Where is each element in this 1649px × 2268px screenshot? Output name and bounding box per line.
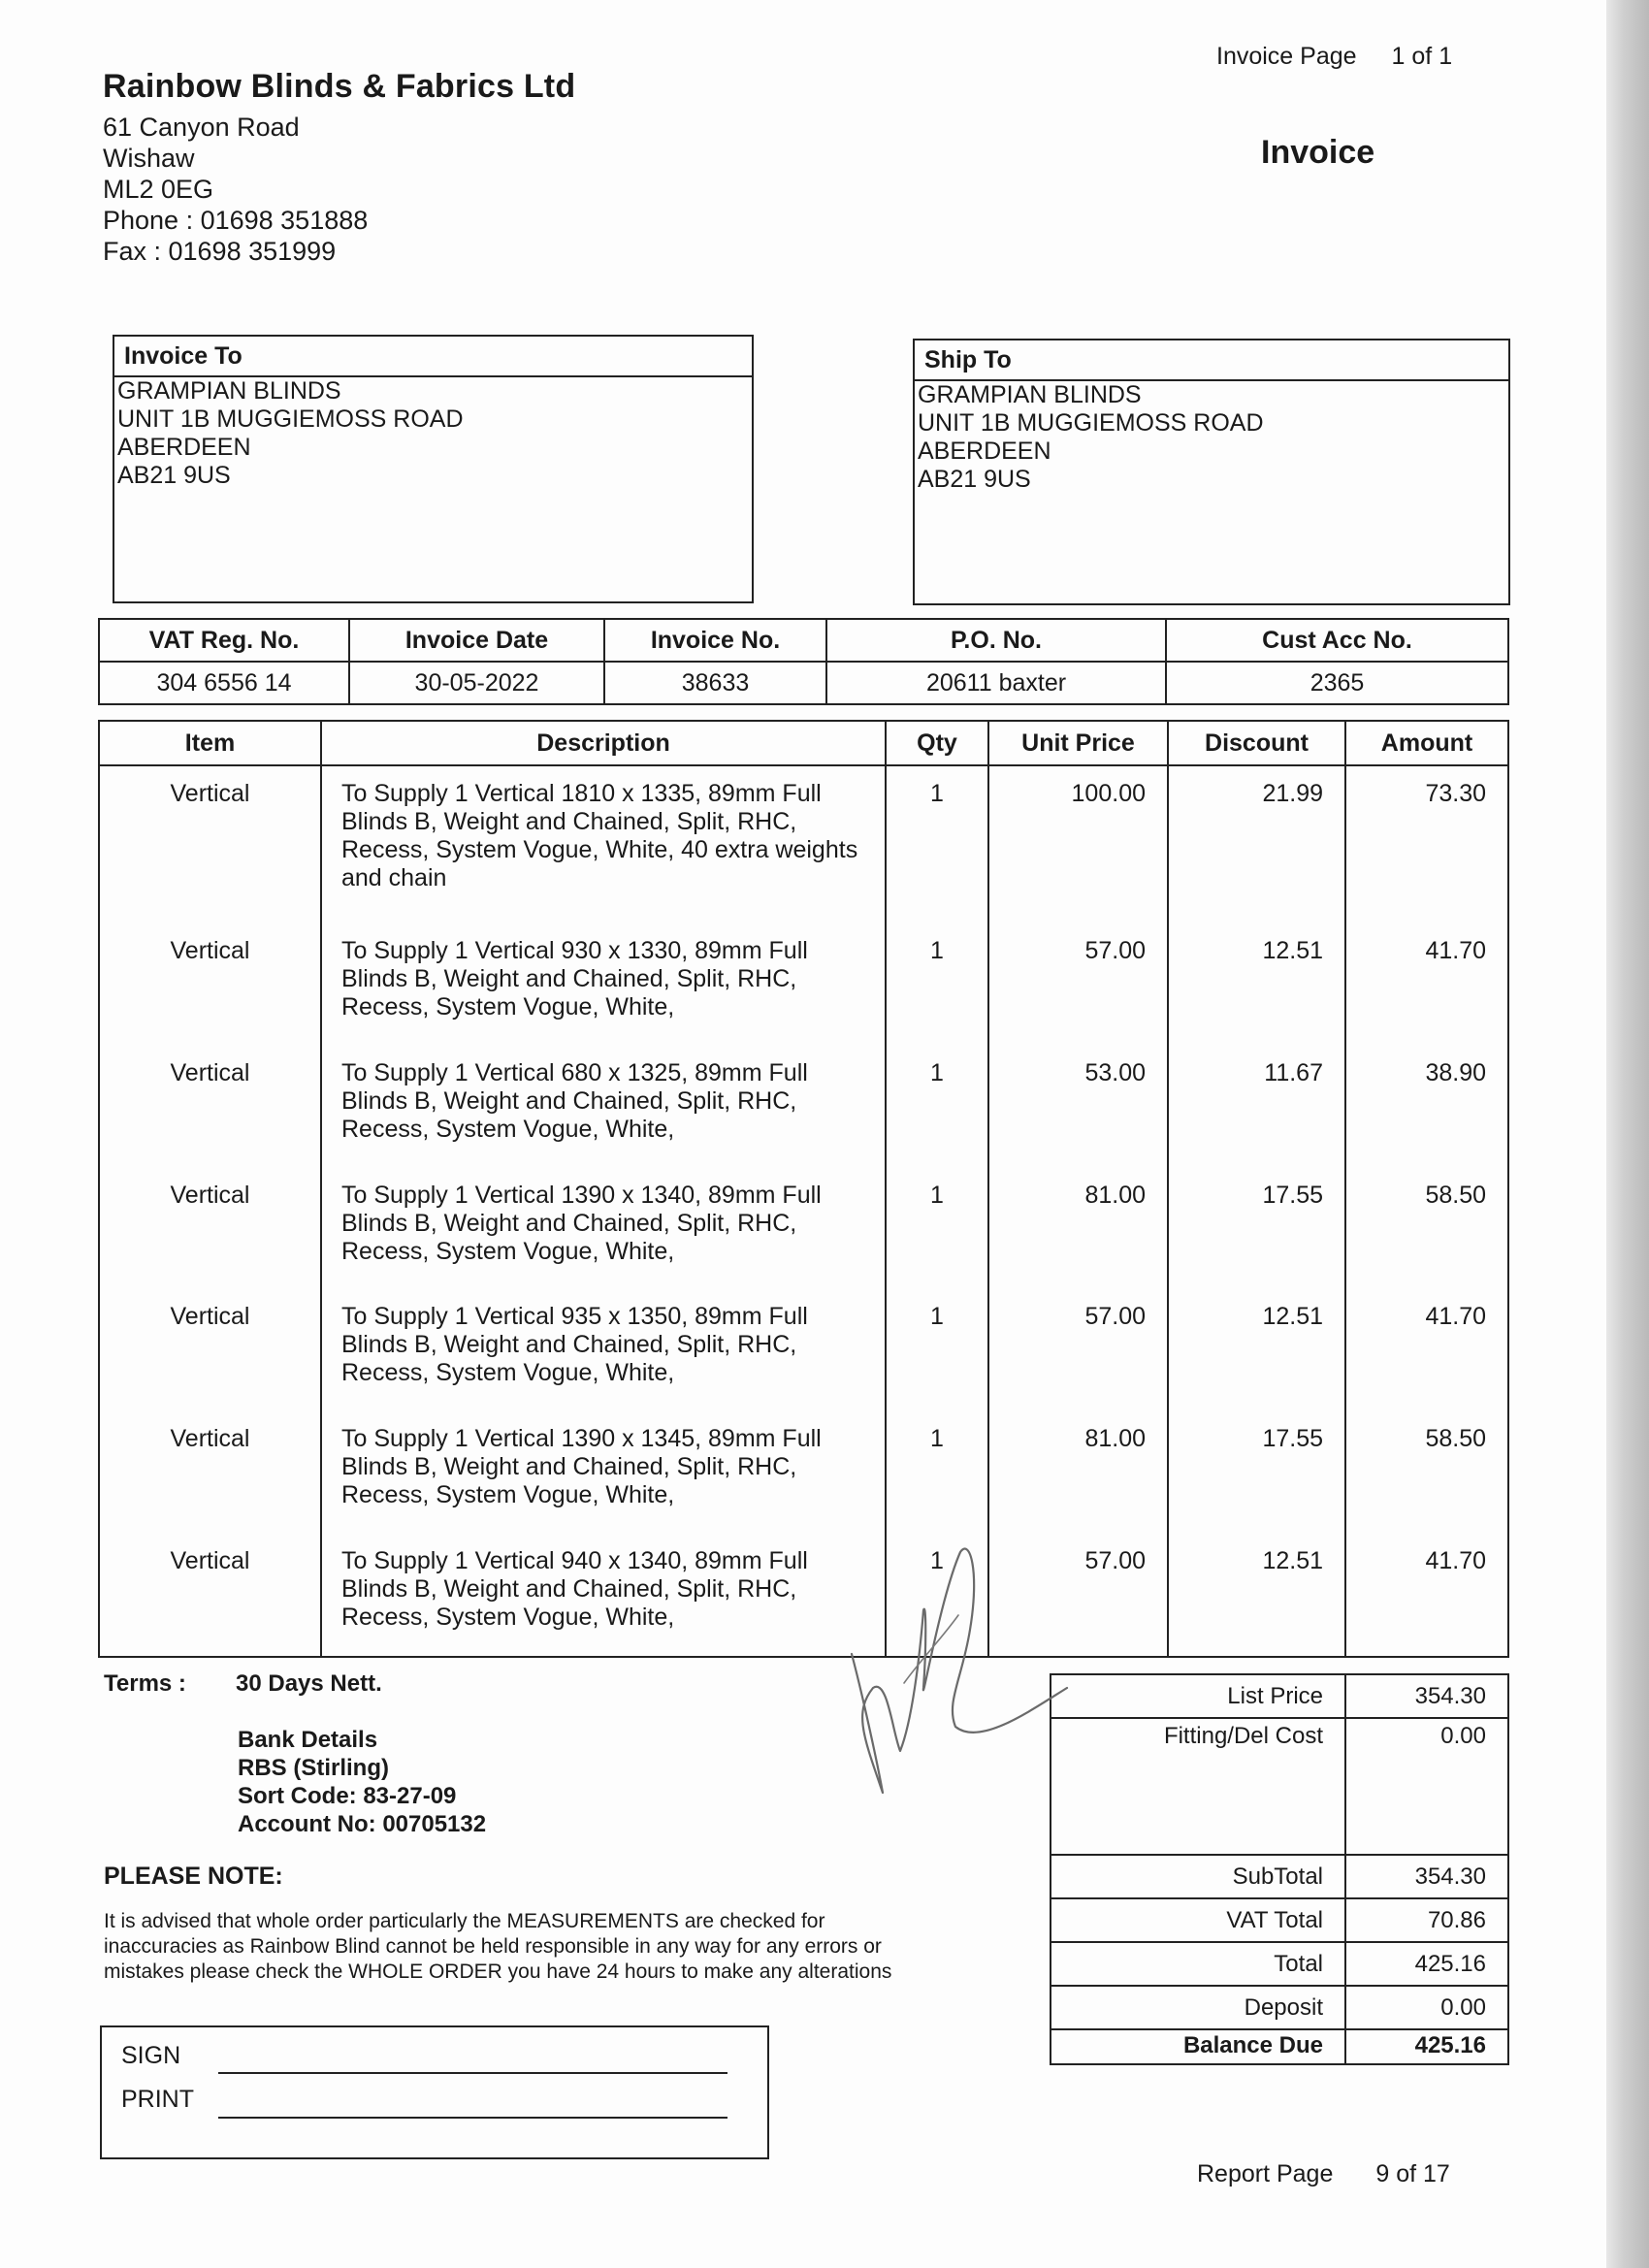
invoice-to-box xyxy=(113,335,754,603)
account-number: Account No: 00705132 xyxy=(238,1811,487,1837)
description-line: To Supply 1 Vertical 1810 x 1335, 89mm Full xyxy=(341,780,822,807)
total-row xyxy=(1051,1942,1508,1986)
discount-cell: 12.51 xyxy=(1168,1289,1345,1411)
qty-cell: 1 xyxy=(886,1046,988,1168)
discount-cell: 12.51 xyxy=(1168,923,1345,1046)
scan-edge-shadow xyxy=(1606,0,1649,2268)
vat-reg-header: VAT Reg. No. xyxy=(99,619,349,662)
item-cell: Vertical xyxy=(99,1534,321,1656)
invoice-info-table xyxy=(98,618,1509,705)
empty-cell xyxy=(99,1656,321,1657)
description-line: To Supply 1 Vertical 680 x 1325, 89mm Full xyxy=(341,1058,808,1086)
empty-cell xyxy=(1345,1656,1508,1657)
list-price-value: 354.30 xyxy=(1345,1674,1508,1718)
description-line: Blinds B, Weight and Chained, Split, RHC, xyxy=(341,1453,797,1481)
balance-due-value: 425.16 xyxy=(1345,2029,1508,2064)
discount-cell: 11.67 xyxy=(1168,1046,1345,1168)
qty-cell: 1 xyxy=(886,923,988,1046)
description-cell xyxy=(321,1289,886,1411)
list-price-label: List Price xyxy=(1051,1674,1345,1718)
company-fax: Fax : 01698 351999 xyxy=(103,237,337,266)
note-line: inaccuracies as Rainbow Blind cannot be held responsible in any way for any errors or xyxy=(104,1935,882,1958)
po-no-header: P.O. No. xyxy=(826,619,1166,662)
description-line: Blinds B, Weight and Chained, Split, RHC, xyxy=(341,965,797,993)
company-address-line: ML2 0EG xyxy=(103,175,214,204)
report-page-info xyxy=(1197,2160,1450,2188)
discount-cell: 12.51 xyxy=(1168,1534,1345,1656)
print-label: PRINT xyxy=(121,2086,194,2113)
sign-line[interactable] xyxy=(218,2072,728,2074)
subtotal-value: 354.30 xyxy=(1345,1855,1508,1898)
amount-cell: 58.50 xyxy=(1345,1168,1508,1290)
vat-value: 70.86 xyxy=(1345,1898,1508,1942)
amount-cell: 41.70 xyxy=(1345,1289,1508,1411)
description-line: Blinds B, Weight and Chained, Split, RHC, xyxy=(341,1209,797,1237)
description-line: Recess, System Vogue, White, xyxy=(341,993,675,1021)
ship-to-line: GRAMPIAN BLINDS xyxy=(918,381,1142,408)
description-line: Blinds B, Weight and Chained, Split, RHC, xyxy=(341,808,797,835)
totals-table xyxy=(1050,1673,1509,2065)
note-title: PLEASE NOTE: xyxy=(104,1863,283,1890)
description-line: Blinds B, Weight and Chained, Split, RHC, xyxy=(341,1086,797,1115)
description-line: To Supply 1 Vertical 1390 x 1345, 89mm Full xyxy=(341,1425,822,1453)
bank-details-heading: Bank Details xyxy=(238,1727,378,1753)
qty-header: Qty xyxy=(886,721,988,765)
amount-cell: 73.30 xyxy=(1345,765,1508,923)
description-cell xyxy=(321,1046,886,1168)
description-cell xyxy=(321,1411,886,1534)
unit-price-cell: 57.00 xyxy=(988,1534,1168,1656)
bank-name: RBS (Stirling) xyxy=(238,1755,389,1781)
deposit-row xyxy=(1051,1986,1508,2029)
description-line: and chain xyxy=(341,864,447,891)
invoice-page-value: 1 of 1 xyxy=(1391,43,1453,70)
subtotal-label: SubTotal xyxy=(1051,1855,1345,1898)
invoice-to-line: AB21 9US xyxy=(117,462,231,489)
unit-price-cell: 100.00 xyxy=(988,765,1168,923)
amount-cell: 41.70 xyxy=(1345,923,1508,1046)
total-label: Total xyxy=(1051,1942,1345,1986)
qty-cell: 1 xyxy=(886,1411,988,1534)
cust-acc-value: 2365 xyxy=(1166,662,1508,704)
po-no-value: 20611 baxter xyxy=(826,662,1166,704)
description-cell xyxy=(321,923,886,1046)
invoice-page-label: Invoice Page xyxy=(1216,43,1357,70)
description-line: To Supply 1 Vertical 1390 x 1340, 89mm Full xyxy=(341,1181,822,1209)
qty-cell: 1 xyxy=(886,1534,988,1656)
total-value: 425.16 xyxy=(1345,1942,1508,1986)
terms-value: 30 Days Nett. xyxy=(236,1670,382,1697)
invoice-to-line: ABERDEEN xyxy=(117,434,251,461)
balance-due-row xyxy=(1051,2029,1508,2064)
line-item-row xyxy=(99,923,1508,1046)
company-address-line: 61 Canyon Road xyxy=(103,113,300,142)
list-price-row xyxy=(1051,1674,1508,1718)
description-cell xyxy=(321,1168,886,1290)
ship-to-line: ABERDEEN xyxy=(918,437,1051,465)
ship-to-box xyxy=(913,339,1510,605)
company-address-line: Wishaw xyxy=(103,144,195,173)
amount-cell: 41.70 xyxy=(1345,1534,1508,1656)
unit-price-cell: 81.00 xyxy=(988,1168,1168,1290)
description-line: Recess, System Vogue, White, xyxy=(341,1237,675,1265)
document-title: Invoice xyxy=(1261,134,1375,171)
invoice-to-heading: Invoice To xyxy=(114,337,752,377)
discount-cell: 17.55 xyxy=(1168,1411,1345,1534)
balance-due-label: Balance Due xyxy=(1051,2029,1345,2064)
line-item-row xyxy=(99,1411,1508,1534)
invoice-no-value: 38633 xyxy=(604,662,826,704)
terms-label: Terms : xyxy=(104,1670,186,1697)
qty-cell: 1 xyxy=(886,1289,988,1411)
line-item-row xyxy=(99,1534,1508,1656)
line-item-row xyxy=(99,765,1508,923)
note-line: It is advised that whole order particularly the MEASUREMENTS are checked for xyxy=(104,1910,825,1932)
item-cell: Vertical xyxy=(99,1168,321,1290)
invoice-to-line: GRAMPIAN BLINDS xyxy=(117,377,341,405)
line-item-row xyxy=(99,1168,1508,1290)
ship-to-line: UNIT 1B MUGGIEMOSS ROAD xyxy=(918,409,1264,437)
invoice-no-header: Invoice No. xyxy=(604,619,826,662)
deposit-value: 0.00 xyxy=(1345,1986,1508,2029)
line-item-row xyxy=(99,1046,1508,1168)
description-line: Recess, System Vogue, White, xyxy=(341,1481,675,1509)
item-cell: Vertical xyxy=(99,1046,321,1168)
invoice-page-info xyxy=(1216,43,1452,71)
description-line: Recess, System Vogue, White, xyxy=(341,1603,675,1631)
description-line: To Supply 1 Vertical 940 x 1340, 89mm Full xyxy=(341,1546,808,1574)
report-page-value: 9 of 17 xyxy=(1375,2160,1450,2187)
invoice-date-header: Invoice Date xyxy=(349,619,604,662)
print-line[interactable] xyxy=(218,2117,728,2119)
amount-cell: 58.50 xyxy=(1345,1411,1508,1534)
description-line: Recess, System Vogue, White, xyxy=(341,1359,675,1387)
amount-cell: 38.90 xyxy=(1345,1046,1508,1168)
item-cell: Vertical xyxy=(99,923,321,1046)
invoice-date-value: 30-05-2022 xyxy=(349,662,604,704)
unit-price-cell: 81.00 xyxy=(988,1411,1168,1534)
description-line: Blinds B, Weight and Chained, Split, RHC, xyxy=(341,1574,797,1603)
company-phone: Phone : 01698 351888 xyxy=(103,206,369,235)
amount-header: Amount xyxy=(1345,721,1508,765)
description-line: Blinds B, Weight and Chained, Split, RHC, xyxy=(341,1331,797,1359)
unit-price-cell: 57.00 xyxy=(988,923,1168,1046)
description-line: To Supply 1 Vertical 930 x 1330, 89mm Full xyxy=(341,937,808,965)
ship-to-line: AB21 9US xyxy=(918,466,1031,493)
discount-cell: 17.55 xyxy=(1168,1168,1345,1290)
discount-header: Discount xyxy=(1168,721,1345,765)
description-cell xyxy=(321,765,886,923)
cust-acc-header: Cust Acc No. xyxy=(1166,619,1508,662)
empty-cell xyxy=(1168,1656,1345,1657)
vat-label: VAT Total xyxy=(1051,1898,1345,1942)
fitting-label: Fitting/Del Cost xyxy=(1051,1718,1345,1855)
report-page-label: Report Page xyxy=(1197,2160,1334,2187)
description-header: Description xyxy=(321,721,886,765)
vat-row xyxy=(1051,1898,1508,1942)
description-line: To Supply 1 Vertical 935 x 1350, 89mm Full xyxy=(341,1303,808,1331)
item-cell: Vertical xyxy=(99,765,321,923)
empty-cell xyxy=(321,1656,886,1657)
sign-print-box xyxy=(100,2025,769,2159)
deposit-label: Deposit xyxy=(1051,1986,1345,2029)
sort-code: Sort Code: 83-27-09 xyxy=(238,1783,457,1809)
item-cell: Vertical xyxy=(99,1411,321,1534)
item-header: Item xyxy=(99,721,321,765)
qty-cell: 1 xyxy=(886,1168,988,1290)
ship-to-heading: Ship To xyxy=(915,340,1508,381)
unit-price-cell: 53.00 xyxy=(988,1046,1168,1168)
empty-row xyxy=(99,1656,1508,1657)
qty-cell: 1 xyxy=(886,765,988,923)
discount-cell: 21.99 xyxy=(1168,765,1345,923)
note-line: mistakes please check the WHOLE ORDER you have 24 hours to make any alterations xyxy=(104,1960,892,1983)
company-name: Rainbow Blinds & Fabrics Ltd xyxy=(103,68,576,105)
fitting-value: 0.00 xyxy=(1345,1718,1508,1855)
subtotal-row xyxy=(1051,1855,1508,1898)
unit-price-cell: 57.00 xyxy=(988,1289,1168,1411)
sign-label: SIGN xyxy=(121,2042,181,2069)
description-cell xyxy=(321,1534,886,1656)
item-cell: Vertical xyxy=(99,1289,321,1411)
description-line: Recess, System Vogue, White, 40 extra weights xyxy=(341,836,858,863)
line-items-table xyxy=(98,720,1509,1658)
invoice-to-line: UNIT 1B MUGGIEMOSS ROAD xyxy=(117,405,464,433)
line-item-row xyxy=(99,1289,1508,1411)
unit-price-header: Unit Price xyxy=(988,721,1168,765)
vat-reg-value: 304 6556 14 xyxy=(99,662,349,704)
fitting-row xyxy=(1051,1718,1508,1855)
description-line: Recess, System Vogue, White, xyxy=(341,1115,675,1143)
handwritten-signature xyxy=(834,1542,1086,1795)
